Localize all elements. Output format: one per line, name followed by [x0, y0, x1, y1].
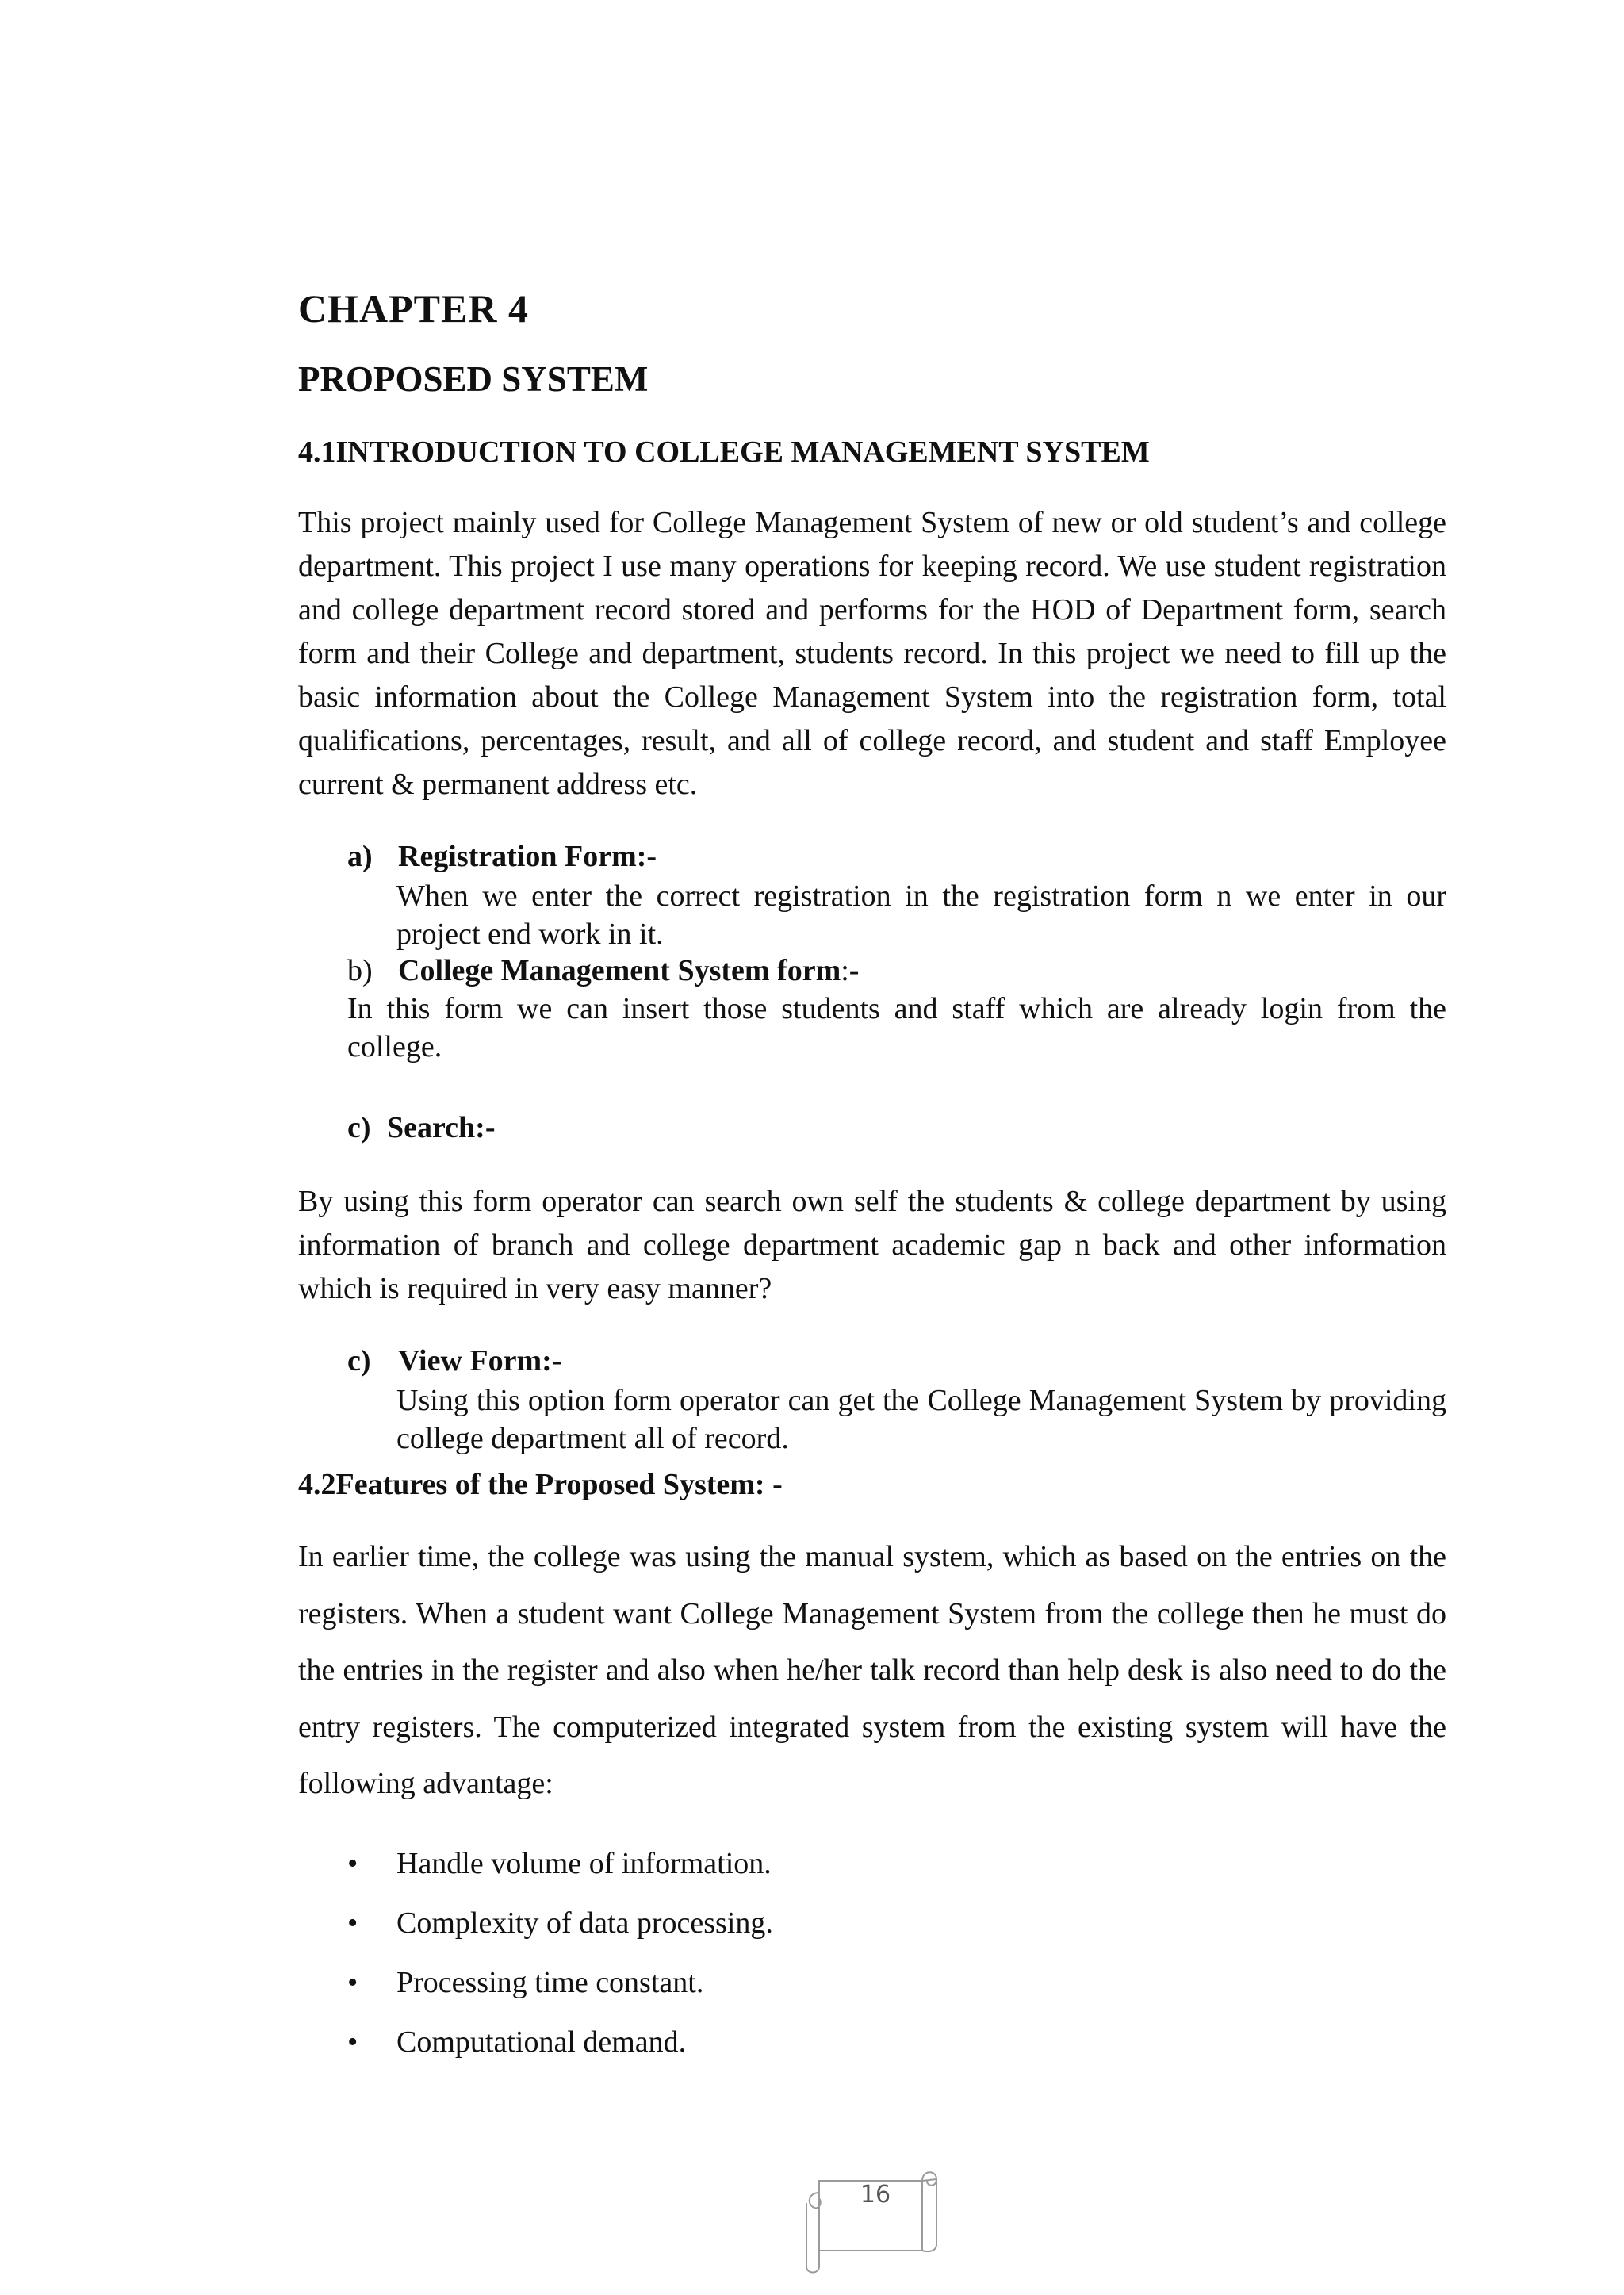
item-c-search-heading — [347, 1110, 496, 1145]
item-a-heading — [347, 839, 657, 874]
page-number-scroll-icon — [795, 2157, 946, 2276]
item-a-title: Registration Form:- — [398, 840, 657, 873]
item-c-search-marker: c) — [347, 1111, 371, 1144]
item-b-title-suffix: :- — [841, 954, 860, 987]
item-c-view-marker: c) — [347, 1344, 371, 1377]
item-b-title: College Management System form — [398, 954, 841, 987]
section-4-1-heading: 4.1INTRODUCTION TO COLLEGE MANAGEMENT SYSTEM — [298, 435, 1150, 469]
item-c-search-title: Search:- — [387, 1111, 496, 1144]
item-b-marker: b) — [347, 954, 373, 987]
chapter-title: CHAPTER 4 — [298, 286, 529, 331]
item-c-search-text: By using this form operator can search own self the students & college department by using information of branch and college department academic gap n back and other information which is required in very easy manner? — [298, 1185, 1446, 1305]
item-b-heading — [347, 953, 859, 988]
section-4-2-heading: 4.2Features of the Proposed System: - — [298, 1468, 783, 1501]
item-c-view-text: Using this option form operator can get the College Management System by providing college department all of record. — [396, 1384, 1446, 1455]
chapter-subtitle: PROPOSED SYSTEM — [298, 359, 649, 399]
item-c-view-title: View Form:- — [398, 1344, 562, 1377]
item-b-text: In this form we can insert those students and staff which are already login from the college. — [347, 992, 1446, 1063]
item-a-text: When we enter the correct registration in the registration form n we enter in our project end work in it. — [396, 879, 1446, 951]
section-4-1-paragraph: This project mainly used for College Management System of new or old student’s and college department. This project I use many operations for keeping record. We use student registration and college department record stored and performs for the HOD of Department form, search form and their College and department, students record. In this project we need to fill up the basic information about the College Management System into the registration form, total qualifications, percentages, result, and all of college record, and student and staff Employee current & permanent address etc. — [298, 506, 1446, 801]
item-c-view-heading — [347, 1343, 561, 1378]
page-number: 16 — [860, 2181, 891, 2209]
section-4-2-paragraph: In earlier time, the college was using the manual system, which as based on the entries on the registers. When a student want College Management System from the college then he must do the entries in the register and also when he/her talk record than help desk is also need to do the entry registers. The computerized integrated system from the existing system will have the following advantage: — [298, 1540, 1446, 1800]
item-a-marker: a) — [347, 840, 373, 873]
